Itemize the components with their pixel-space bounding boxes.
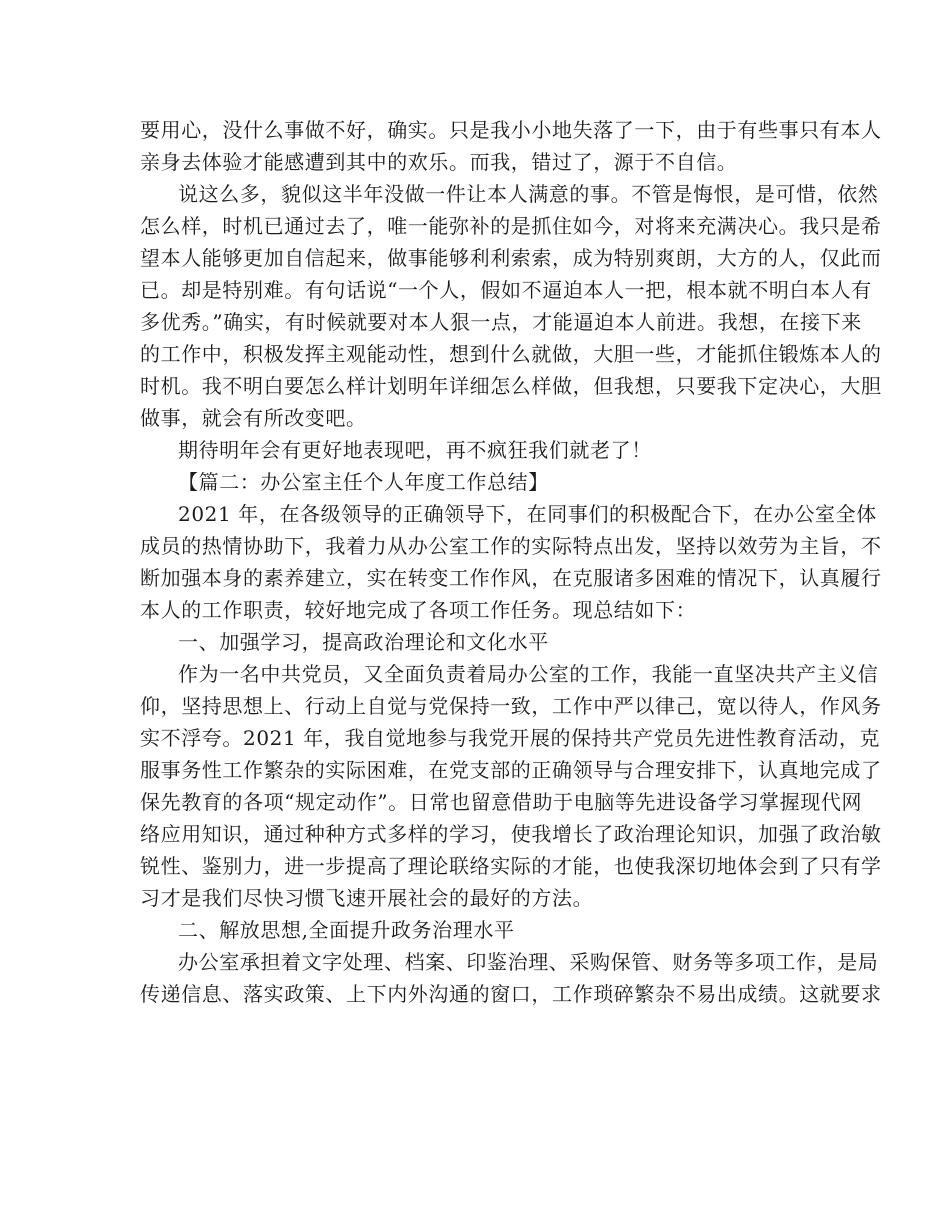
text-line: 时机。我不明白要怎么样计划明年详细怎么样做，但我想，只要我下定决心，大胆: [140, 374, 882, 398]
text-line: 服事务性工作繁杂的实际困难，在党支部的正确领导与合理安排下，认真地完成了: [140, 758, 882, 782]
text-line: 说这么多，貌似这半年没做一件让本人满意的事。不管是悔恨，是可惜，依然: [178, 182, 879, 206]
text-line: 办公室承担着文字处理、档案、印鉴治理、采购保管、财务等多项工作，是局: [178, 950, 879, 974]
text-line: 做事，就会有所改变吧。: [140, 406, 367, 430]
text-line: 作为一名中共党员，又全面负责着局办公室的工作，我能一直坚决共产主义信: [178, 662, 879, 686]
text-line: 要用心，没什么事做不好，确实。只是我小小地失落了一下，由于有些事只有本人: [140, 118, 882, 142]
text-line: 断加强本身的素养建立，实在转变工作作风，在克服诸多困难的情况下，认真履行: [140, 566, 882, 590]
text-line: 已。却是特别难。有句话说“一个人，假如不逼迫本人一把，根本就不明白本人有: [140, 278, 872, 302]
text-line: 本人的工作职责，较好地完成了各项工作任务。现总结如下：: [140, 598, 697, 622]
text-line: 亲身去体验才能感遭到其中的欢乐。而我，错过了，源于不自信。: [140, 150, 738, 174]
text-line: 期待明年会有更好地表现吧，再不疯狂我们就老了！: [178, 438, 652, 462]
text-line: 仰，坚持思想上、行动上自觉与党保持一致，工作中严以律己，宽以待人，作风务: [140, 694, 882, 718]
document-body: [140, 114, 882, 1010]
text-line: 2021 年，在各级领导的正确领导下，在同事们的积极配合下，在办公室全体: [178, 502, 877, 526]
text-line: 习才是我们尽快习惯飞速开展社会的最好的方法。: [140, 886, 594, 910]
text-line: 保先教育的各项“规定动作”。日常也留意借助于电脑等先进设备学习掌握现代网: [140, 790, 863, 814]
text-line: 络应用知识，通过种种方式多样的学习，使我增长了政治理论知识，加强了政治敏: [140, 822, 882, 846]
text-line: 锐性、鉴别力，进一步提高了理论联络实际的才能，也使我深切地体会到了只有学: [140, 854, 882, 878]
text-line: 怎么样，时机已通过去了，唯一能弥补的是抓住如今，对将来充满决心。我只是希: [140, 214, 882, 238]
text-line: 成员的热情协助下，我着力从办公室工作的实际特点出发，坚持以效劳为主旨，不: [140, 534, 882, 558]
subsection-heading: 一、加强学习，提高政治理论和文化水平: [178, 630, 549, 654]
subsection-heading: 二、解放思想,全面提升政务治理水平: [178, 918, 515, 942]
text-line: 传递信息、落实政策、上下内外沟通的窗口，工作琐碎繁杂不易出成绩。这就要求: [140, 982, 882, 1006]
text-line: 望本人能够更加自信起来，做事能够利利索索，成为特别爽朗，大方的人，仅此而: [140, 246, 882, 270]
section-heading: 【篇二：办公室主任个人年度工作总结】: [178, 470, 549, 494]
text-line: 多优秀。”确实，有时候就要对本人狠一点，才能逼迫本人前进。我想，在接下来: [140, 310, 862, 334]
text-line: 的工作中，积极发挥主观能动性，想到什么就做，大胆一些，才能抓住锻炼本人的: [140, 342, 882, 366]
text-line: 实不浮夸。2021 年，我自觉地参与我党开展的保持共产党员先进性教育活动，克: [140, 726, 881, 750]
